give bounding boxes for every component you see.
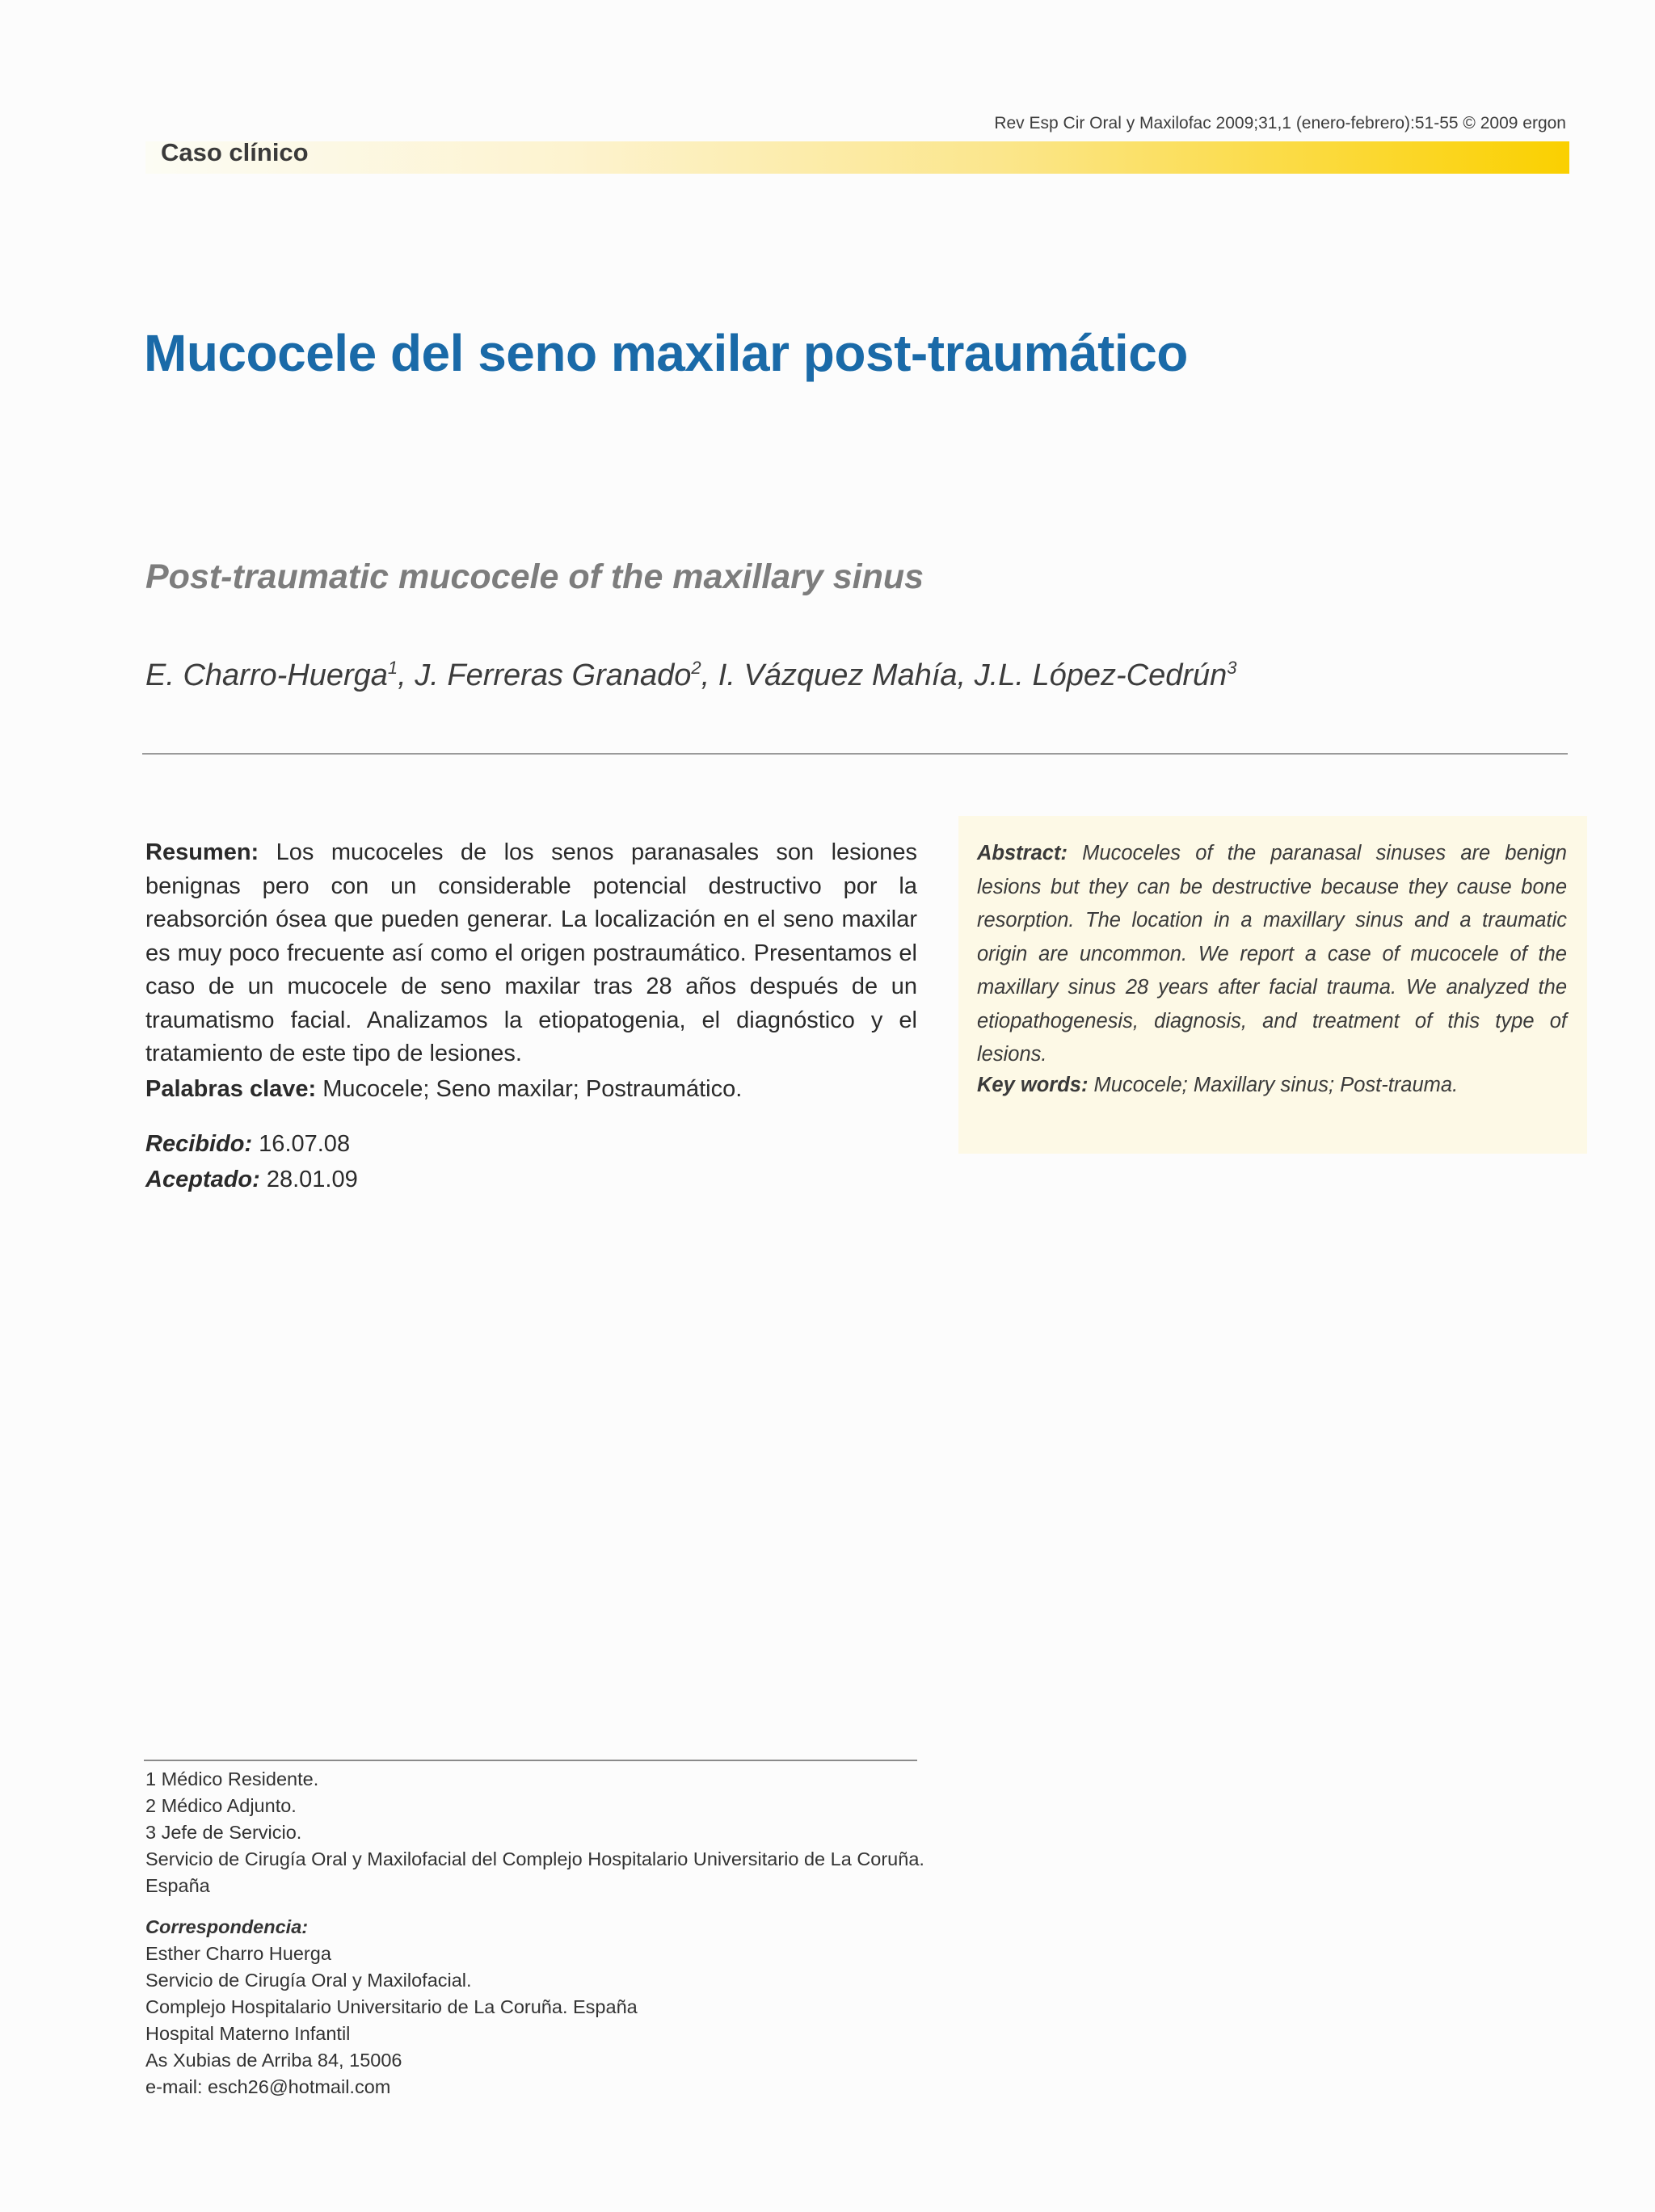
- section-band: [145, 141, 1569, 174]
- accepted-line: [145, 1162, 358, 1197]
- author-name: E. Charro-Huerga: [145, 658, 388, 692]
- footnote-line: España: [145, 1875, 210, 1896]
- correspondence-line: Hospital Materno Infantil: [145, 2023, 351, 2044]
- key-words-text: Mucocele; Maxillary sinus; Post-trauma.: [1088, 1074, 1459, 1096]
- key-words: [977, 1074, 1458, 1097]
- correspondence-label: Correspondencia:: [145, 1916, 309, 1937]
- author-list: [145, 658, 1237, 693]
- author-affiliation-mark: 2: [691, 658, 701, 678]
- key-words-label: Key words:: [977, 1074, 1089, 1096]
- correspondence-email[interactable]: e-mail: esch26@hotmail.com: [145, 2076, 391, 2097]
- abstract-paragraph: [977, 837, 1567, 1072]
- author-separator: ,: [701, 658, 718, 692]
- footnote-divider: [144, 1760, 917, 1761]
- footnote-line: 1 Médico Residente.: [145, 1768, 319, 1789]
- footnote-line: 3 Jefe de Servicio.: [145, 1822, 302, 1843]
- correspondence-line: As Xubias de Arriba 84, 15006: [145, 2050, 402, 2071]
- received-label: Recibido:: [145, 1131, 253, 1157]
- correspondence-block: [145, 1941, 638, 2101]
- resumen-label: Resumen:: [145, 839, 259, 865]
- accepted-label: Aceptado:: [145, 1167, 260, 1192]
- accepted-date: 28.01.09: [259, 1167, 358, 1192]
- article-subtitle: Post-traumatic mucocele of the maxillary sinus: [145, 557, 924, 596]
- resumen-paragraph: [145, 836, 917, 1071]
- abstract-label: Abstract:: [977, 842, 1068, 864]
- author-separator: ,: [398, 658, 415, 692]
- correspondence-line: Servicio de Cirugía Oral y Maxilofacial.: [145, 1970, 472, 1991]
- palabras-clave-text: Mucocele; Seno maxilar; Postraumático.: [316, 1076, 743, 1102]
- author-name: J. Ferreras Granado: [415, 658, 692, 692]
- author-affiliation-mark: 3: [1227, 658, 1237, 678]
- correspondence-line: Complejo Hospitalario Universitario de La Coruña. España: [145, 1996, 638, 2017]
- footnote-line: 2 Médico Adjunto.: [145, 1795, 297, 1816]
- journal-reference: Rev Esp Cir Oral y Maxilofac 2009;31,1 (enero-febrero):51-55 © 2009 ergon: [994, 114, 1566, 132]
- author-separator: ,: [957, 658, 975, 692]
- article-title: Mucocele del seno maxilar post-traumático: [144, 324, 1188, 382]
- section-label: Caso clínico: [161, 138, 309, 166]
- author-name: I. Vázquez Mahía: [718, 658, 958, 692]
- abstract-text: Mucoceles of the paranasal sinuses are benign lesions but they can be destructive because they cause bone resorption. The location in a maxillary sinus and a traumatic origin are uncommon. We report a case of mucocele of the maxillary sinus 28 years after facial trauma. We analyzed the etiopathogenesis, diagnosis, and treatment of this type of lesions.: [977, 842, 1567, 1066]
- footnote-line: Servicio de Cirugía Oral y Maxilofacial del Complejo Hospitalario Universitario de La Coruña.: [145, 1848, 924, 1869]
- correspondence-line: Esther Charro Huerga: [145, 1943, 331, 1964]
- received-date: 16.07.08: [252, 1131, 351, 1157]
- received-line: [145, 1126, 358, 1162]
- palabras-clave: [145, 1076, 742, 1103]
- author-name: J.L. López-Cedrún: [974, 658, 1228, 692]
- resumen-text: Los mucoceles de los senos paranasales son lesiones benignas pero con un considerable potencial destructivo por la reabsorción ósea que pueden generar. La localización en el seno maxilar es muy poco frecuente así como el origen postraumático. Presentamos el caso de un mucocele de seno maxilar tras 28 años después de un traumatismo facial. Analizamos la etiopatogenia, el diagnóstico y el tratamiento de este tipo de lesiones.: [145, 839, 917, 1066]
- author-affiliation-mark: 1: [387, 658, 398, 678]
- palabras-clave-label: Palabras clave:: [145, 1076, 317, 1102]
- header-divider: [142, 753, 1568, 755]
- dates-block: [145, 1126, 358, 1197]
- footnotes: [145, 1766, 924, 1899]
